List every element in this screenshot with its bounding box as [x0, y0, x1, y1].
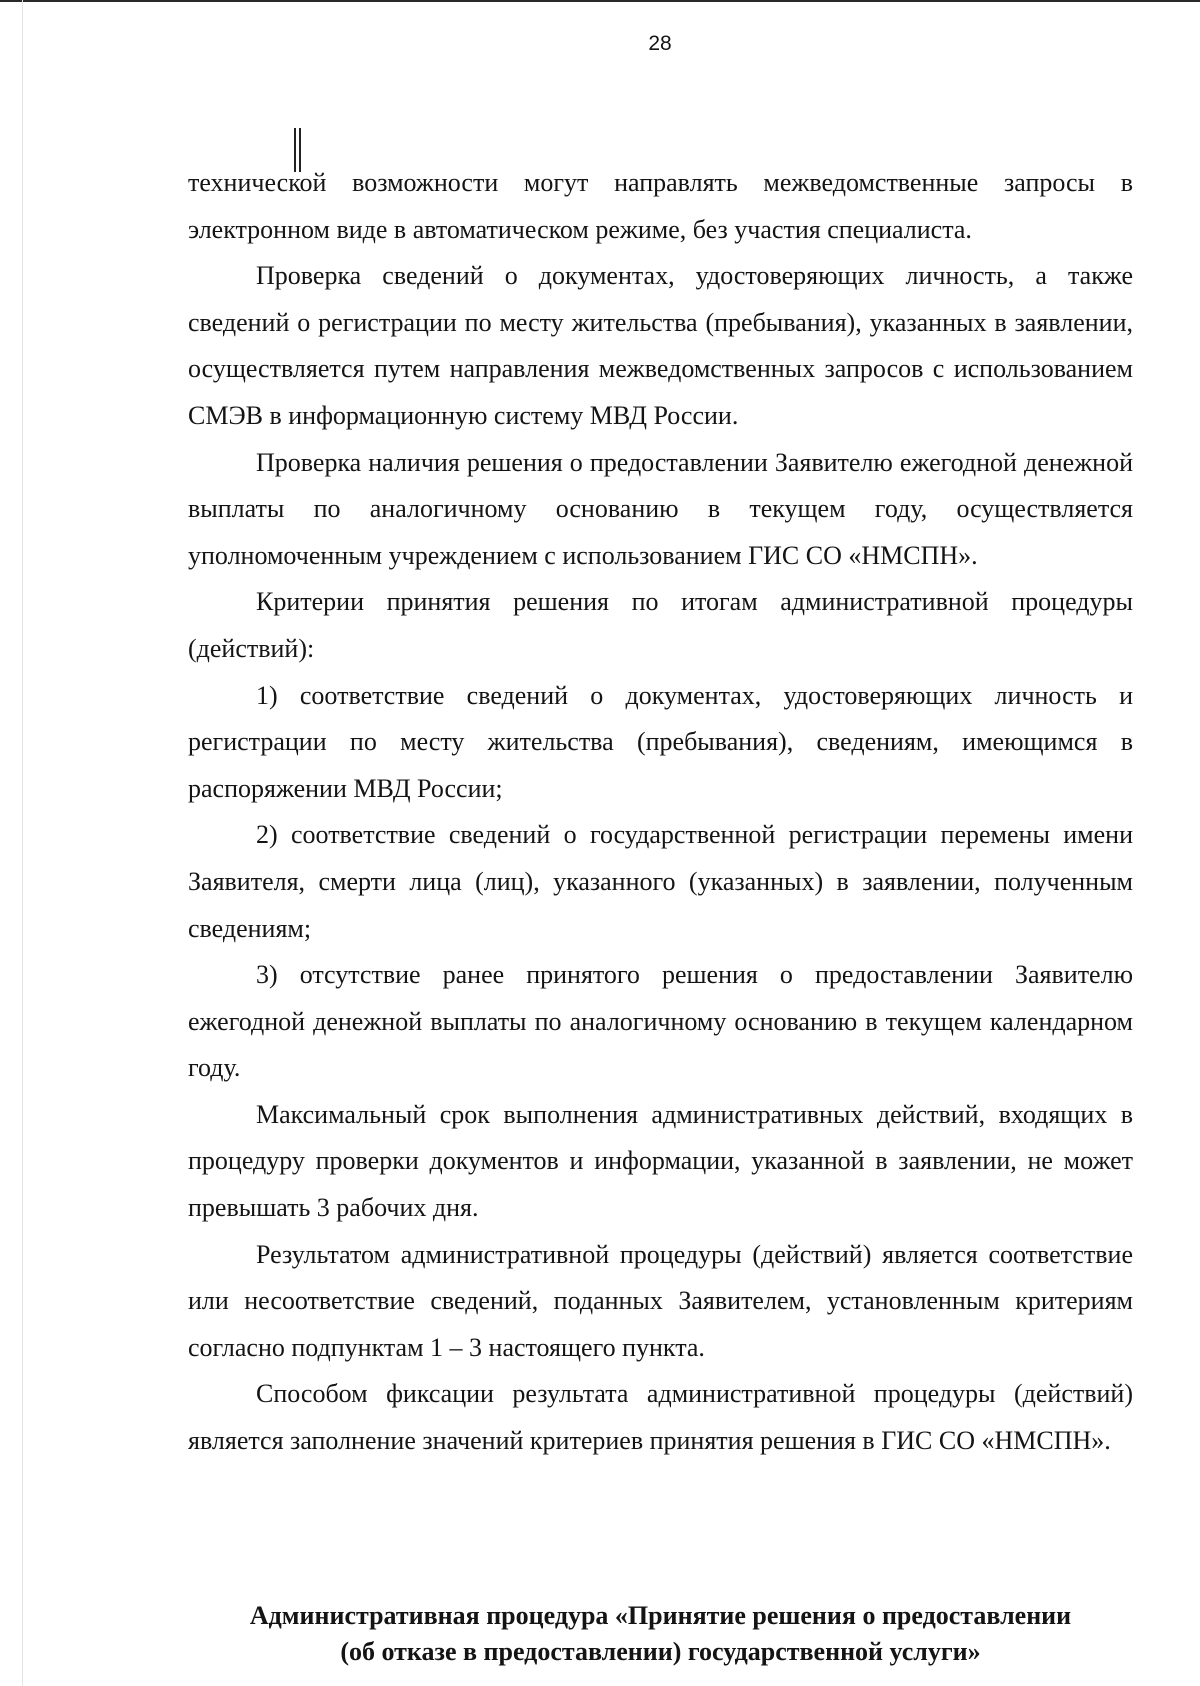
- paragraph-criteria-intro: Критерии принятия решения по итогам административной процедуры (действий):: [188, 587, 1133, 663]
- document-body: [188, 160, 1133, 1465]
- section-heading-line-1: Административная процедура «Принятие решения о предоставлении: [249, 1601, 1072, 1630]
- list-item-criterion-1: 1) соответствие сведений о документах, удостоверяющих личность и регистрации по месту жительства (пребывания), сведениям, имеющимся в распоряжении МВД России;: [188, 680, 1133, 803]
- paragraph-result: Результатом административной процедуры (действий) является соответствие или несоответствие сведений, поданных Заявителем, установленным критериям согласно подпунктам 1 – 3 настоящего пункта.: [188, 1239, 1133, 1362]
- scan-left-edge: [22, 0, 23, 1686]
- paragraph-fixation: Способом фиксации результата административной процедуры (действий) является заполнение значений критериев принятия решения в ГИС СО «НМСПН».: [188, 1379, 1133, 1456]
- scan-top-border: [0, 0, 1200, 2]
- section-heading-line-2: (об отказе в предоставлении) государственной услуги»: [340, 1637, 981, 1666]
- paragraph-continuation: технической возможности могут направлять межведомственные запросы в электронном виде в автоматическом режиме, без участия специалиста.: [188, 168, 1133, 244]
- section-heading: [188, 1598, 1133, 1670]
- page-number: 28: [648, 32, 672, 55]
- paragraph-payment-check: Проверка наличия решения о предоставлении Заявителю ежегодной денежной выплаты по аналогичному основанию в текущем году, осуществляется уполномоченным учреждением с использованием ГИС СО «НМСПН».: [188, 447, 1133, 570]
- list-item-criterion-2: 2) соответствие сведений о государственной регистрации перемены имени Заявителя, смерти лица (лиц), указанного (указанных) в заявлении, полученным сведениям;: [188, 820, 1133, 943]
- list-item-criterion-3: 3) отсутствие ранее принятого решения о предоставлении Заявителю ежегодной денежной выплаты по аналогичному основанию в текущем календарном году.: [188, 960, 1133, 1083]
- paragraph-identity-check: Проверка сведений о документах, удостоверяющих личность, а также сведений о регистрации по месту жительства (пребывания), указанных в заявлении, осуществляется путем направления межведомственных запросов с использованием СМЭВ в информационную систему МВД России.: [188, 261, 1133, 430]
- paragraph-max-term: Максимальный срок выполнения административных действий, входящих в процедуру проверки документов и информации, указанной в заявлении, не может превышать 3 рабочих дня.: [188, 1099, 1133, 1223]
